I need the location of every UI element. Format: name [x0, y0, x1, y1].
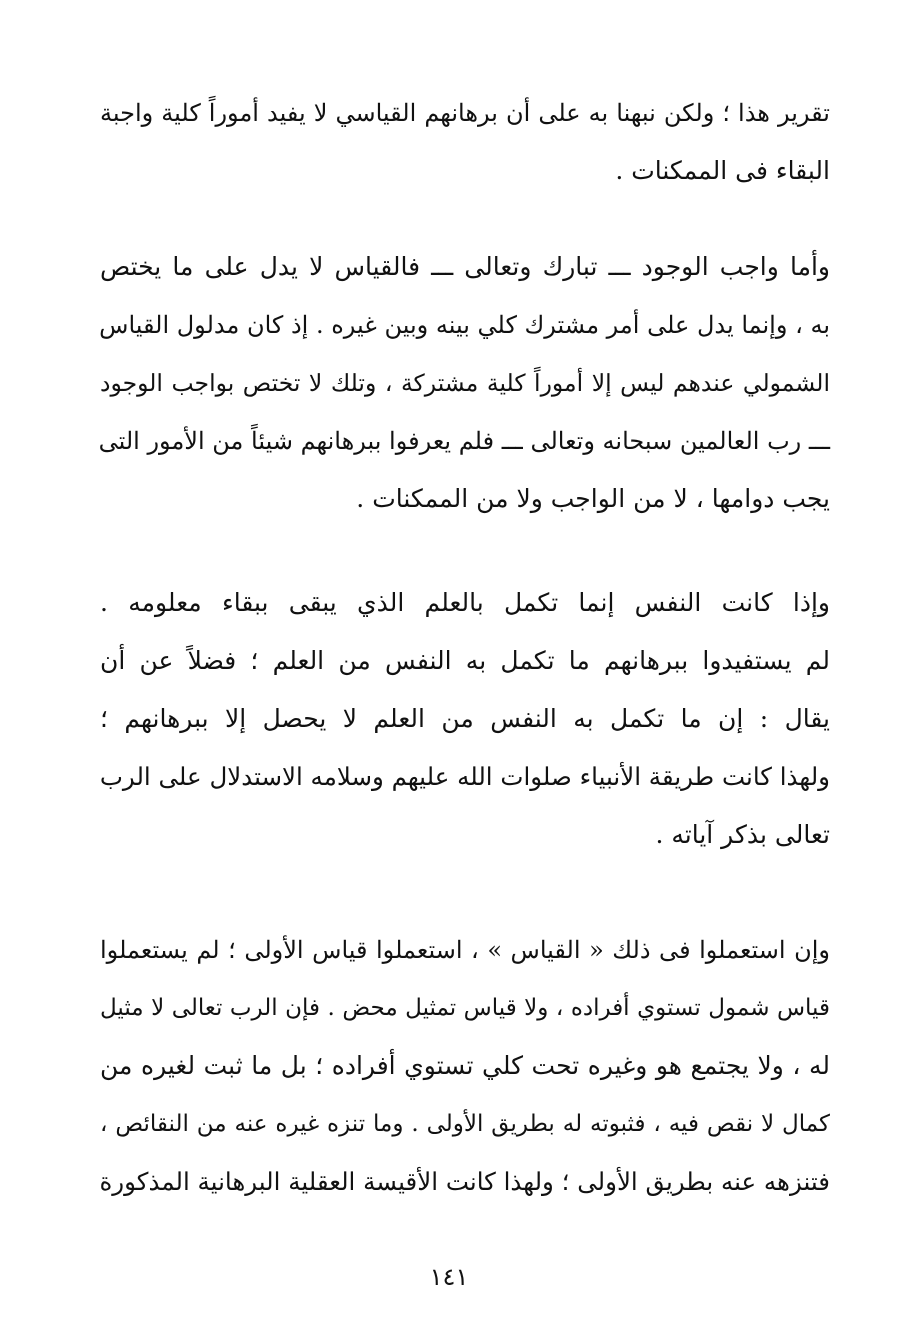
text-line: لم يستفيدوا ببرهانهم ما تكمل به النفس من العلم ؛ فضلاً عن أن [100, 646, 830, 675]
text-line: وإن استعملوا فى ذلك « القياس » ، استعملوا قياس الأولى ؛ لم يستعملوا [100, 936, 830, 964]
text-line: به ، وإنما يدل على أمر مشترك كلي بينه وبين غيره . إذ كان مدلول القياس [99, 311, 830, 339]
text-line: ولهذا كانت طريقة الأنبياء صلوات الله عليهم وسلامه الاستدلال على الرب [99, 762, 830, 791]
text-line: كمال لا نقص فيه ، فثبوته له بطريق الأولى . وما تنزه غيره عنه من النقائص ، [100, 1111, 830, 1137]
text-line: وإذا كانت النفس إنما تكمل بالعلم الذي يبقى ببقاء معلومه . [100, 588, 830, 617]
text-line: البقاء فى الممكنات . [615, 156, 830, 185]
paragraph-1 [100, 84, 830, 200]
text-line: الشمولي عندهم ليس إلا أموراً كلية مشتركة ، وتلك لا تختص بواجب الوجود [100, 369, 830, 397]
paragraph-3 [100, 574, 830, 864]
text-line: تعالى بذكر آياته . [655, 820, 830, 849]
text-line: وأما واجب الوجود ـــ تبارك وتعالى ـــ فالقياس لا يدل على ما يختص [100, 252, 830, 281]
text-line: قياس شمول تستوي أفراده ، ولا قياس تمثيل محض . فإن الرب تعالى لا مثيل [100, 995, 830, 1021]
text-line: يقال : إن ما تكمل به النفس من العلم لا يحصل إلا ببرهانهم ؛ [100, 704, 830, 733]
paragraph-2 [100, 238, 830, 528]
paragraph-4 [100, 921, 830, 1211]
text-line: يجب دوامها ، لا من الواجب ولا من الممكنات . [356, 484, 830, 513]
text-line: ـــ رب العالمين سبحانه وتعالى ـــ فلم يعرفوا ببرهانهم شيئاً من الأمور التى [98, 427, 830, 455]
text-line: تقرير هذا ؛ ولكن نبهنا به على أن برهانهم القياسي لا يفيد أموراً كلية واجبة [100, 99, 830, 127]
text-line: فتنزهه عنه بطريق الأولى ؛ ولهذا كانت الأقيسة العقلية البرهانية المذكورة [99, 1167, 830, 1196]
page-number: ١٤١ [429, 1263, 469, 1291]
text-line: له ، ولا يجتمع هو وغيره تحت كلي تستوي أفراده ؛ بل ما ثبت لغيره من [100, 1051, 830, 1080]
